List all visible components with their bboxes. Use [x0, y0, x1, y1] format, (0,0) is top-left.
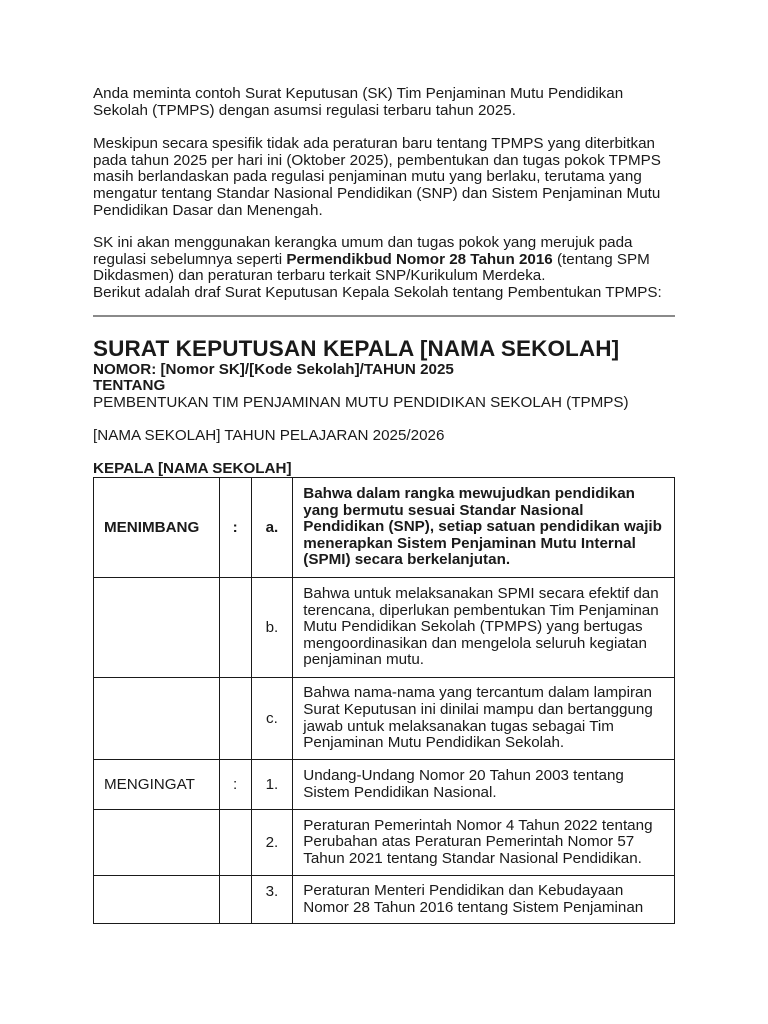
table-row [94, 578, 675, 678]
considerations-table [93, 477, 675, 924]
row-text: Bahwa untuk melaksanakan SPMI secara efektif dan terencana, diperlukan pembentukan Tim Penjaminan Mutu Pendidikan Sekolah (TPMPS) yang bertugas mengoordinasikan dan mengelola seluruh kegiatan penjaminan mutu. [293, 578, 675, 678]
table-row [94, 760, 675, 810]
intro-p3-regulation: Permendikbud Nomor 28 Tahun 2016 [286, 250, 553, 268]
row-colon [219, 678, 251, 760]
row-text: Peraturan Pemerintah Nomor 4 Tahun 2022 tentang Perubahan atas Peraturan Pemerintah Nomor 57 Tahun 2021 tentang Standar Nasional Pendidikan. [293, 810, 675, 876]
row-label: MENGINGAT [94, 760, 220, 810]
table-row [94, 876, 675, 924]
table-row [94, 478, 675, 578]
row-text: Undang-Undang Nomor 20 Tahun 2003 tentang Sistem Pendidikan Nasional. [293, 760, 675, 810]
intro-paragraph-4: Berikut adalah draf Surat Keputusan Kepala Sekolah tentang Pembentukan TPMPS: [93, 283, 662, 301]
row-number: a. [251, 478, 293, 578]
row-label [94, 876, 220, 924]
intro-paragraph-2: Meskipun secara spesifik tidak ada peraturan baru tentang TPMPS yang diterbitkan pada tahun 2025 per hari ini (Oktober 2025), pembentukan dan tugas pokok TPMPS masih berlandaskan pada regulasi penjaminan mutu yang berlaku, terutama yang mengatur tentang Standar Nasional Pendidikan (SNP) dan Sistem Penjaminan Mutu Pendidikan Dasar dan Menengah. [93, 135, 661, 219]
row-colon: : [219, 760, 251, 810]
row-text: Peraturan Menteri Pendidikan dan Kebudayaan Nomor 28 Tahun 2016 tentang Sistem Penjaminan [293, 876, 675, 924]
intro-p3-end: (tentang SPM Dikdasmen) dan peraturan terbaru terkait SNP/Kurikulum Merdeka. [93, 250, 650, 285]
document-about-heading: TENTANG [93, 377, 166, 395]
row-text: Bahwa dalam rangka mewujudkan pendidikan yang bermutu sesuai Standar Nasional Pendidikan (SNP), setiap satuan pendidikan wajib menerapkan Sistem Penjaminan Mutu Internal (SPMI) secara berkelanjutan. [293, 478, 675, 578]
row-number: 1. [251, 760, 293, 810]
row-number: b. [251, 578, 293, 678]
document-title: SURAT KEPUTUSAN KEPALA [NAMA SEKOLAH] [93, 335, 620, 361]
table-row [94, 810, 675, 876]
principal-heading: KEPALA [NAMA SEKOLAH] [93, 459, 292, 477]
intro-paragraph-3 [93, 235, 675, 285]
row-text: Bahwa nama-nama yang tercantum dalam lampiran Surat Keputusan ini dinilai mampu dan bertanggung jawab untuk melaksanakan tugas sebagai Tim Penjaminan Mutu Pendidikan Sekolah. [293, 678, 675, 760]
row-label: MENIMBANG [94, 478, 220, 578]
school-year: [NAMA SEKOLAH] TAHUN PELAJARAN 2025/2026 [93, 427, 445, 445]
row-colon: : [219, 478, 251, 578]
row-colon [219, 810, 251, 876]
row-number: 2. [251, 810, 293, 876]
table-row [94, 678, 675, 760]
document-subject: PEMBENTUKAN TIM PENJAMINAN MUTU PENDIDIKAN SEKOLAH (TPMPS) [93, 393, 629, 411]
row-label [94, 578, 220, 678]
row-number: 3. [251, 876, 293, 924]
intro-paragraph-1: Anda meminta contoh Surat Keputusan (SK) Tim Penjaminan Mutu Pendidikan Sekolah (TPMPS) dengan asumsi regulasi terbaru tahun 2025. [93, 85, 624, 119]
row-colon [219, 578, 251, 678]
intro-p3-start: SK ini akan menggunakan kerangka umum dan tugas pokok yang merujuk pada regulasi sebelumnya seperti [93, 234, 633, 268]
document-page [93, 86, 675, 924]
row-label [94, 678, 220, 760]
row-number: c. [251, 678, 293, 760]
row-colon [219, 876, 251, 924]
document-number: NOMOR: [Nomor SK]/[Kode Sekolah]/TAHUN 2025 [93, 360, 454, 378]
horizontal-divider [93, 315, 675, 317]
row-label [94, 810, 220, 876]
